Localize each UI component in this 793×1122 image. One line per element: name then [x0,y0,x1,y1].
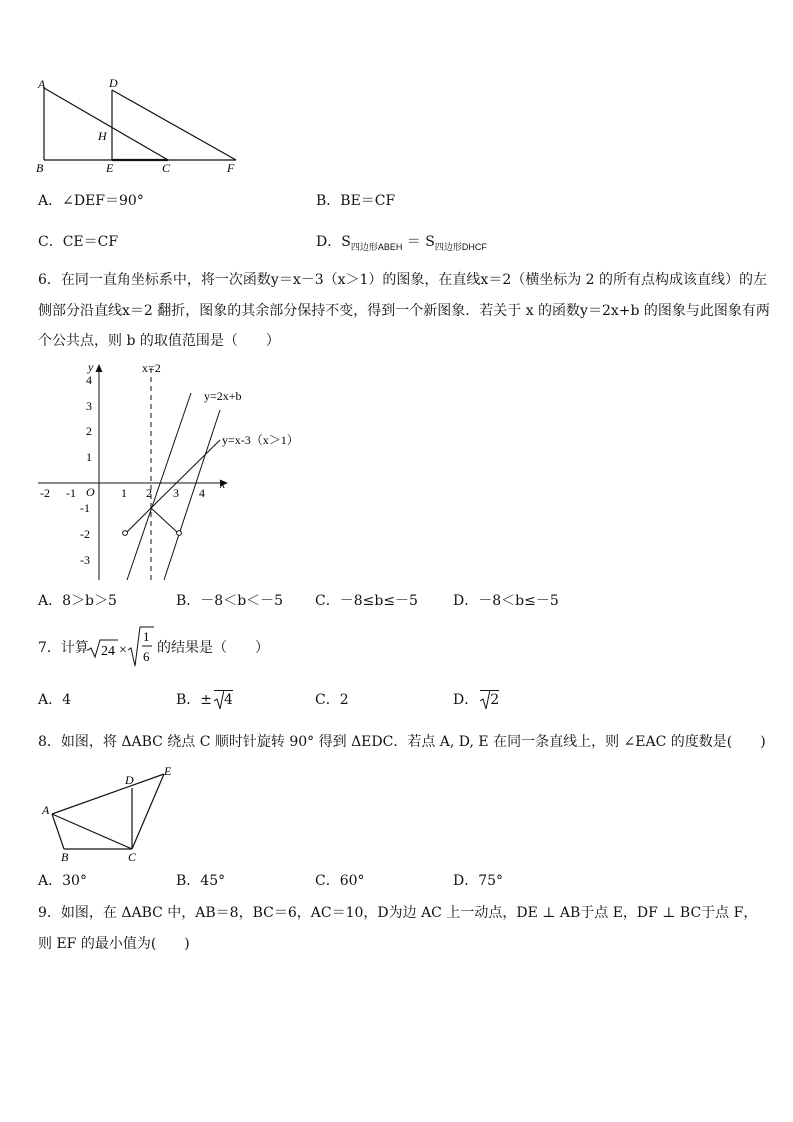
option-letter: D． [453,692,479,708]
rad-value: 2 [490,692,500,708]
option-letter: C． [315,593,340,609]
option-letter: C． [315,873,340,889]
label-A: A [42,803,50,817]
option-text: ∠DEF＝90° [62,193,144,209]
q6-option-a [38,591,117,611]
y-axis-arrow [96,364,103,372]
label-E: E [164,764,172,778]
y-tick-label: -3 [80,553,90,567]
q5-option-a [38,191,144,211]
q7-option-d [453,690,499,710]
y-tick-label: -2 [80,527,90,541]
area-symbol: S [341,234,351,250]
frac-num: 1 [143,629,150,644]
option-text: 45° [200,873,226,889]
label-D: D [125,773,134,787]
option-letter: C． [38,234,63,250]
option-letter: C． [315,692,340,708]
seg-AC [52,814,132,849]
label-A: A [38,77,46,91]
y-axis-label: y [88,360,94,374]
option-text: CE＝CF [62,234,119,250]
label-H: H [98,129,107,143]
origin-label: O [86,485,95,499]
label-F: F [227,161,235,175]
area-subscript-left: 四边形ABEH [350,241,403,252]
q8-figure [36,762,186,866]
option-letter: B． [176,692,201,708]
y-tick-label: -1 [80,501,90,515]
option-text: 8＞b＞5 [62,593,117,609]
option-text: －8＜b＜－5 [200,593,284,609]
func-segment-right [151,440,220,508]
q5-option-c [38,232,118,252]
open-endpoint-left [123,531,128,536]
func-segment-fold [151,508,178,533]
q7-suffix: 的结果是（ ） [157,640,269,656]
x-tick-label: 2 [146,486,152,500]
q6-line3: 个公共点，则 b 的取值范围是（ ） [38,333,280,349]
q6-line2: 侧部分沿直线x＝2 翻折，图象的其余部分保持不变，得到一个新图象．若关于 x 的函数y＝2x+b 的图象与此图象有两 [38,303,770,319]
seg-EC [132,774,164,849]
option-letter: D． [453,593,479,609]
label-B: B [61,850,69,864]
rad-24: 24 [101,644,115,659]
label-C: C [128,850,137,864]
q8-text: 8．如图，将 ΔABC 绕点 C 顺时针旋转 90° 得到 ΔEDC．若点 A, D, E 在同一条直线上，则 ∠EAC 的度数是( ) [38,734,766,750]
frac-den: 6 [143,649,150,664]
option-text: ± [200,692,213,708]
option-text: 75° [478,873,504,889]
option-text: －8＜b≤－5 [478,593,559,609]
label-E: E [106,161,114,175]
func-label: y=x-3（x＞1） [222,433,299,447]
q7-option-c [315,690,349,710]
q5-option-b [316,191,395,211]
seg-DF [112,90,236,160]
x-tick-label: 3 [173,486,179,500]
open-endpoint-right [177,531,182,536]
line-x2-label: x=2 [142,361,161,375]
label-D: D [109,76,118,90]
q9-line1: 9．如图，在 ΔABC 中，AB＝8，BC＝6，AC＝10，D为边 AC 上一动点，DE ⊥ AB于点 E，DF ⊥ BC于点 F， [38,905,758,921]
q6-line1: 6．在同一直角坐标系中，将一次函数y＝x－3（x＞1）的图象，在直线x＝2（横坐标为 2 的所有点构成该直线）的左 [38,272,768,288]
x-tick-label: -1 [66,486,76,500]
label-C: C [162,161,171,175]
q6-option-b [176,591,283,611]
option-text: 60° [339,873,365,889]
option-letter: D． [316,234,342,250]
q6-option-c [315,591,418,611]
option-letter: D． [453,873,479,889]
option-letter: B． [176,593,201,609]
option-letter: A． [38,593,63,609]
rad-value: 4 [224,692,233,708]
times-sign: × [119,643,127,658]
y-tick-label: 4 [86,373,92,387]
q5-option-d [316,232,487,257]
x-axis-label: x [220,477,226,491]
q7-option-a [38,690,71,710]
q6-option-d [453,591,559,611]
y-tick-label: 1 [86,450,92,464]
q6-graph [30,360,320,582]
y-tick-label: 2 [86,424,92,438]
area-subscript-right: 四边形DHCF [434,241,487,252]
option-letter: A． [38,692,63,708]
label-B: B [36,161,44,175]
seg-AE [52,774,164,814]
x-tick-label: 1 [121,486,127,500]
option-text: 2 [339,692,349,708]
q8-option-b [176,871,225,891]
q8-option-d [453,871,503,891]
q9-line2: 则 EF 的最小值为( ) [38,936,190,952]
option-text: －8≤b≤－5 [339,593,418,609]
line-2x-b-left [127,393,191,580]
seg-AB [52,814,64,849]
seg-AC [44,88,168,160]
q7-expression [86,624,158,670]
q8-option-a [38,871,87,891]
option-letter: B． [316,193,341,209]
q8-option-c [315,871,365,891]
option-text: 30° [62,873,87,889]
line-2xb-label: y=2x+b [204,389,242,403]
option-letter: A． [38,193,63,209]
q7-option-b [176,690,233,710]
y-tick-label: 3 [86,399,92,413]
option-text: 4 [62,692,72,708]
q5-figure [30,74,250,180]
option-letter: A． [38,873,63,889]
equals-area: ＝ S [402,234,435,250]
option-letter: B． [176,873,201,889]
q7-prefix: 7．计算 [38,640,89,656]
x-tick-label: -2 [40,486,50,500]
option-text: BE＝CF [340,193,396,209]
x-tick-label: 4 [199,486,205,500]
